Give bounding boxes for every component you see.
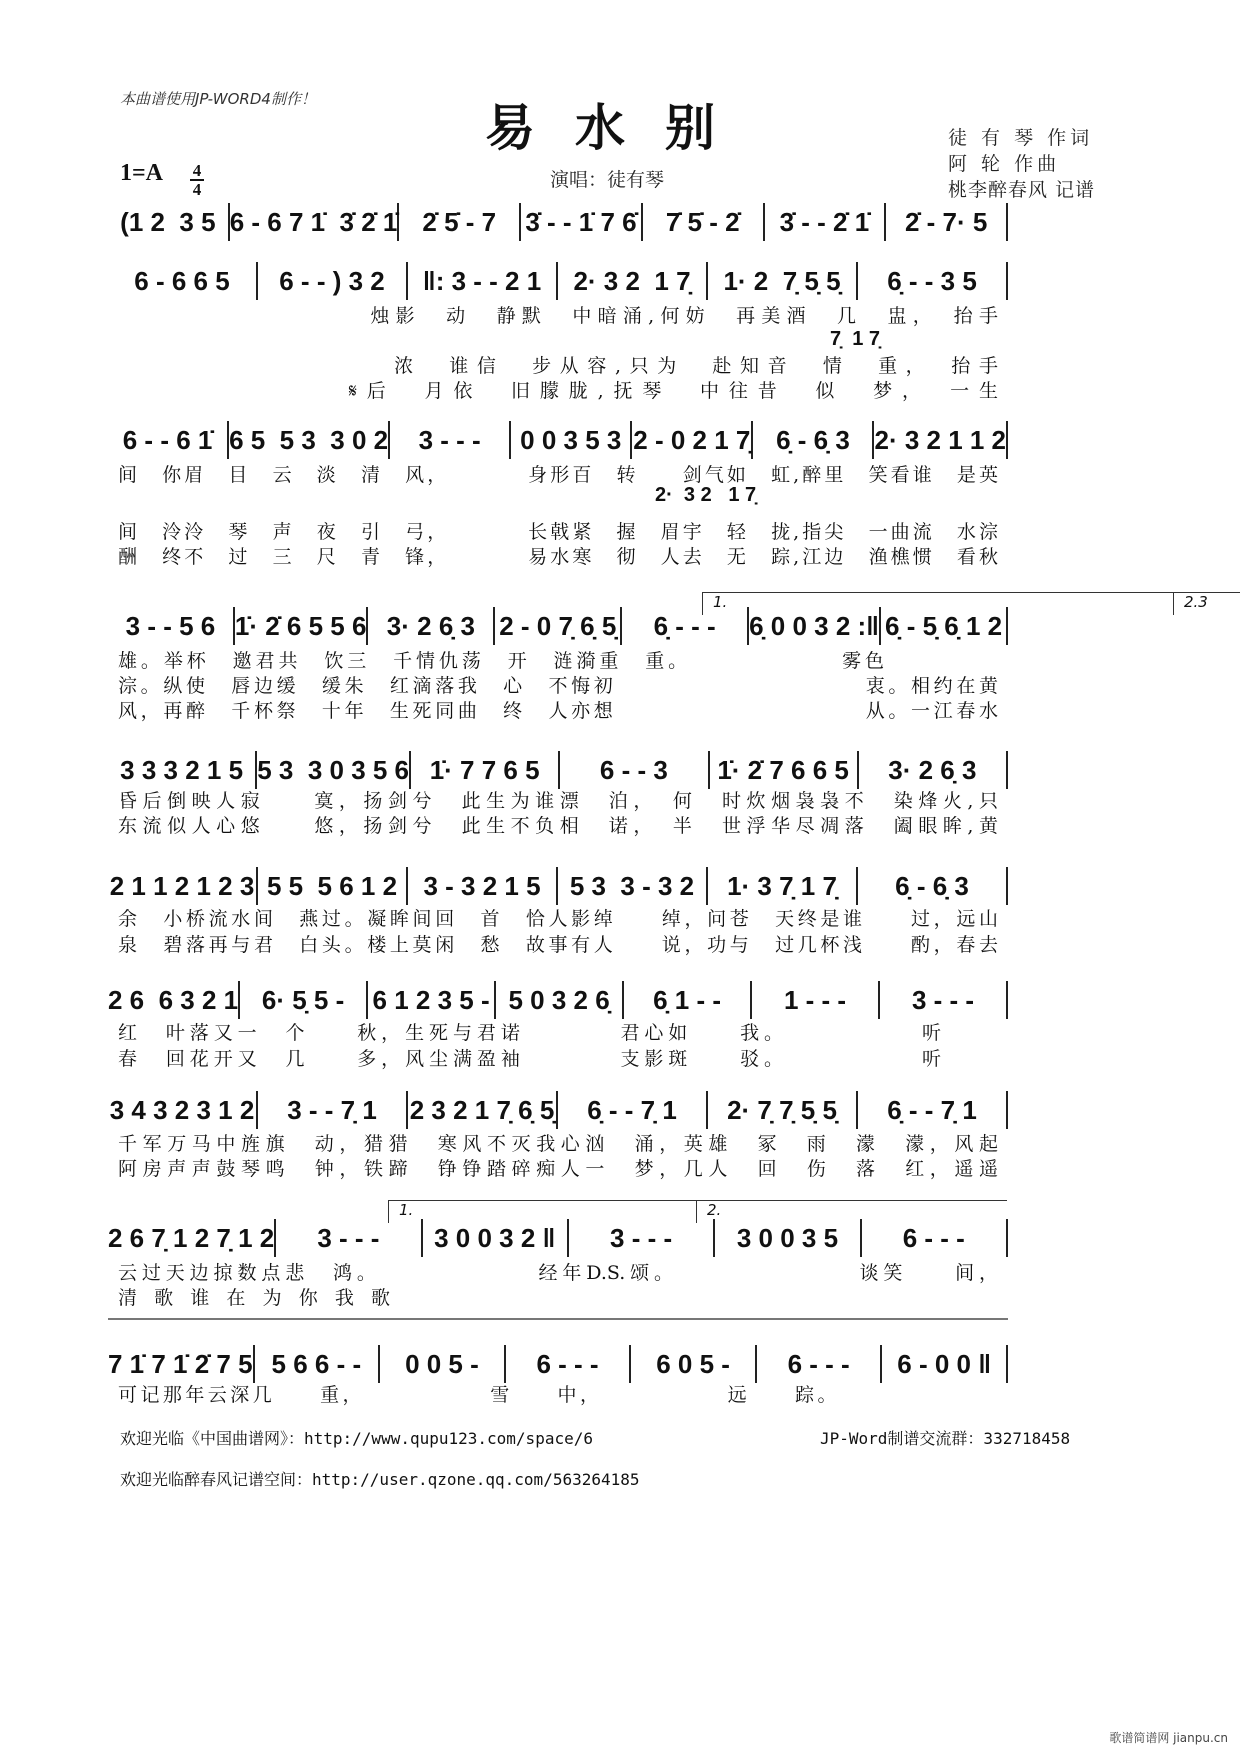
- measure: 6 - 6 6 5: [108, 262, 258, 300]
- measure: 3· 2 6̣ 3: [859, 751, 1008, 789]
- notation-row: [108, 980, 1008, 1020]
- lyric-line: 可记那年云深几 重， 雪 中， 远 踪。: [118, 1384, 998, 1406]
- lyric-line: 余 小桥流水间 燕过。凝眸间回 首 恰人影绰 绰，问苍 天终是谁 过，远山: [118, 908, 998, 930]
- notation-row: [108, 866, 1008, 906]
- measure: 3 - - -: [390, 421, 511, 459]
- measure: 6̣ - 6̣ 3: [753, 421, 874, 459]
- measure: 6̣ - - 7̣ 1: [558, 1091, 708, 1129]
- measure: 3· 2 6̣ 3: [368, 607, 495, 645]
- time-top: 4: [192, 161, 202, 180]
- volta-bracket: 1.: [388, 1200, 699, 1223]
- lyric-line: 泉 碧落再与君 白头。楼上莫闲 愁 故事有人 说，功与 过几杯浅 酌，春去: [118, 934, 998, 956]
- alt-notes: 2· 3 2 1 7̣: [655, 484, 757, 506]
- measure: 2· 3 2 1 7̣: [558, 262, 708, 300]
- lyric-line: 东流似人心悠 悠，扬剑兮 此生不负相 诺， 半 世浮华尽凋落 阖眼眸,黄: [118, 815, 998, 837]
- measure: 6̣ - - 7̣ 1: [858, 1091, 1008, 1129]
- measure: 1· 3 7̣ 1 7̣: [708, 867, 858, 905]
- lyric-line: 清歌谁在为你我歌: [118, 1287, 998, 1309]
- key-signature: 1=A: [120, 160, 164, 186]
- measure: 6 - - 3: [560, 751, 709, 789]
- notation-row: [108, 202, 1008, 242]
- measure: 3 - - 7̣ 1: [258, 1091, 408, 1129]
- notation-row: [108, 1344, 1008, 1384]
- measure: 6 5 5 3 3 0 2: [229, 421, 390, 459]
- lyric-line: 烛影 动 静默 中暗涌,何妨 再美酒 几 盅， 抬手: [118, 305, 998, 327]
- measure: 6 - 0 0 ‖: [882, 1345, 1008, 1383]
- measure: 6 - 6 7 1̇ 3̇ 2̇ 1̇: [230, 203, 400, 241]
- lyric-line: 昏后倒映人寂 寞，扬剑兮 此生为谁漂 泊， 何 时炊烟袅袅不 染烽火,只: [118, 790, 998, 812]
- lyric-line: 千军万马中旌旗 动，猎猎 寒风不灭我心汹 涌，英雄 冢 雨 濛 濛，风起: [118, 1133, 998, 1155]
- measure: 1̇· 7 7 6 5: [411, 751, 560, 789]
- time-signature: [190, 162, 204, 198]
- time-bottom: 4: [192, 180, 202, 199]
- notation-row: [108, 1218, 1008, 1258]
- measure: 5 3 3 - 3 2: [558, 867, 708, 905]
- measure: 2 6 6 3 2 1: [108, 981, 240, 1019]
- measure: 5 0 3 2 6̣: [496, 981, 624, 1019]
- lyric-line: 浓 谁信 步从容,只为 赴知音 情 重， 抬手: [118, 355, 998, 377]
- measure: 3 - - -: [880, 981, 1008, 1019]
- lyric-line: 淙。纵使 唇边缓 缓朱 红滴落我 心 不悔初 衷。相约在黄: [118, 675, 998, 697]
- measure: 2· 7̣ 7̣ 5̣ 5̣: [708, 1091, 858, 1129]
- measure: 2 - 0 2 1 7̣: [632, 421, 753, 459]
- measure: 6̣ - - -: [622, 607, 749, 645]
- measure: 6 - - -: [506, 1345, 632, 1383]
- measure: 3 4 3 2 3 1 2: [108, 1091, 258, 1129]
- measure: 2 - 0 7̣ 6̣ 5̣: [495, 607, 622, 645]
- lyric-line: 云过天边掠数点悲 鸿。 经年D.S.颂。 谈笑 间，: [118, 1262, 998, 1284]
- measure: 2· 3 2 1 1 2: [874, 421, 1008, 459]
- notation-row: [108, 420, 1008, 460]
- measure: 1̇· 2̇ 7 6 6 5: [710, 751, 859, 789]
- measure: 3 - - -: [569, 1219, 715, 1257]
- measure: 3 3 3 2 1 5: [108, 751, 257, 789]
- lyric-line: 阿房声声鼓琴鸣 钟，铁蹄 铮铮踏碎痴人一 梦，几人 回 伤 落 红，遥遥: [118, 1158, 998, 1180]
- volta-bracket: 2.: [696, 1200, 1007, 1223]
- measure: 3 0 0 3 5: [715, 1219, 861, 1257]
- measure: 3 - - -: [276, 1219, 422, 1257]
- lyric-line: 雄。举杯 邀君共 饮三 千情仇荡 开 涟漪重 重。 雾色: [118, 650, 998, 672]
- notation-row: [108, 1090, 1008, 1130]
- footer-group: JP-Word制谱交流群：332718458: [820, 1429, 1071, 1448]
- lyric-line: 酬 终不 过 三 尺 青 锋， 易水寒 彻 人去 无 踪,江边 渔樵惯 看秋: [118, 546, 998, 568]
- measure: 6 0 5 -: [631, 1345, 757, 1383]
- lyric-line: 风，再醉 千杯祭 十年 生死同曲 终 人亦想 从。一江春水: [118, 700, 998, 722]
- measure: 5 5 5 6 1 2: [258, 867, 408, 905]
- notation-row: [108, 261, 1008, 301]
- measure: 6̣ - - 3 5: [858, 262, 1008, 300]
- measure: 6̣ 0 0 3 2 :‖: [749, 607, 881, 645]
- measure: 6 - - 6 1̇: [108, 421, 229, 459]
- lyric-line: 春 回花开又 几 多，风尘满盈袖 支影斑 驳。 听: [118, 1048, 998, 1070]
- measure: 3 0 0 3 2 ‖: [423, 1219, 569, 1257]
- measure: 6 - - -: [757, 1345, 883, 1383]
- measure: 6 1 2 3 5 -: [368, 981, 496, 1019]
- measure: 2 1 1 2 1 2 3: [108, 867, 258, 905]
- measure: 3 - 3 2 1 5: [408, 867, 558, 905]
- measure: 5 6 6 - -: [255, 1345, 381, 1383]
- lyricist: 徒 有 琴 作词: [948, 127, 1094, 149]
- watermark: 歌谱简谱网 jianpu.cn: [1109, 1731, 1228, 1745]
- footer-space: 欢迎光临醉春风记谱空间：http://user.qzone.qq.com/563264185: [120, 1470, 640, 1489]
- measure: ‖: 3 - - 2 1: [408, 262, 558, 300]
- singer: 演唱：徒有琴: [550, 169, 665, 191]
- measure: 6 - - -: [862, 1219, 1008, 1257]
- measure: 2 6 7̣ 1 2 7̣ 1 2: [108, 1219, 276, 1257]
- measure: 2̇ - 7· 5: [886, 203, 1008, 241]
- measure: 3 - - 5 6: [108, 607, 235, 645]
- measure: 0 0 5 -: [380, 1345, 506, 1383]
- measure: 1 - - -: [752, 981, 880, 1019]
- notation-row: [108, 750, 1008, 790]
- lyric-line: 红 叶落又一 个 秋，生死与君诺 君心如 我。 听: [118, 1022, 998, 1044]
- measure: 3̇ - - 1̇ 7 6̇: [521, 203, 643, 241]
- lyric-line: 间 你眉 目 云 淡 清 风， 身形百 转 剑气如 虹,醉里 笑看谁 是英: [118, 464, 998, 486]
- measure: 2 3 2 1 7̣ 6̣ 5̣: [408, 1091, 558, 1129]
- song-title: 易水别: [485, 98, 755, 157]
- measure: 3̇ - - 2̇ 1̇: [765, 203, 887, 241]
- lyric-line: 间 泠泠 琴 声 夜 引 弓， 长戟紧 握 眉宇 轻 拢,指尖 一曲流 水淙: [118, 521, 998, 543]
- measure: 6̣ - 6̣ 3: [858, 867, 1008, 905]
- measure: (1 2 3 5: [108, 203, 230, 241]
- measure: 7 1̇ 7 1̇ 2̇ 7 5: [108, 1345, 255, 1383]
- transcriber: 桃李醉春风 记谱: [948, 179, 1096, 201]
- software-credit: 本曲谱使用JP-WORD4制作！: [120, 90, 316, 108]
- measure: 6 - - ) 3 2: [258, 262, 408, 300]
- measure: 5 3 3 0 3 5 6: [257, 751, 411, 789]
- measure: 7̇ 5̇ - 2̇: [643, 203, 765, 241]
- measure: 0 0 3 5 3: [511, 421, 632, 459]
- footer-site: 欢迎光临《中国曲谱网》：http://www.qupu123.com/space/6: [120, 1429, 593, 1448]
- composer: 阿 轮 作曲: [948, 153, 1061, 175]
- volta-bracket: 2.3: [1173, 592, 1240, 615]
- measure: 6· 5̣ 5 -: [240, 981, 368, 1019]
- lyric-line: 𝄋后 月依 旧朦胧,抚琴 中往昔 似 梦， 一生: [118, 380, 998, 402]
- measure: 2̇ 5̇ - 7: [399, 203, 521, 241]
- measure: 6̣ - 5̣ 6̣ 1 2: [881, 607, 1008, 645]
- measure: 1̇· 2̇ 6 5 5 6: [235, 607, 369, 645]
- measure: 1· 2 7̣ 5̣ 5̣: [708, 262, 858, 300]
- separator-line: [108, 1318, 1008, 1320]
- alt-notes: 7̣ 1 7̣: [830, 328, 881, 350]
- measure: 6̣ 1 - -: [624, 981, 752, 1019]
- volta-bracket: 1.: [702, 592, 1178, 615]
- authors: [948, 125, 1095, 203]
